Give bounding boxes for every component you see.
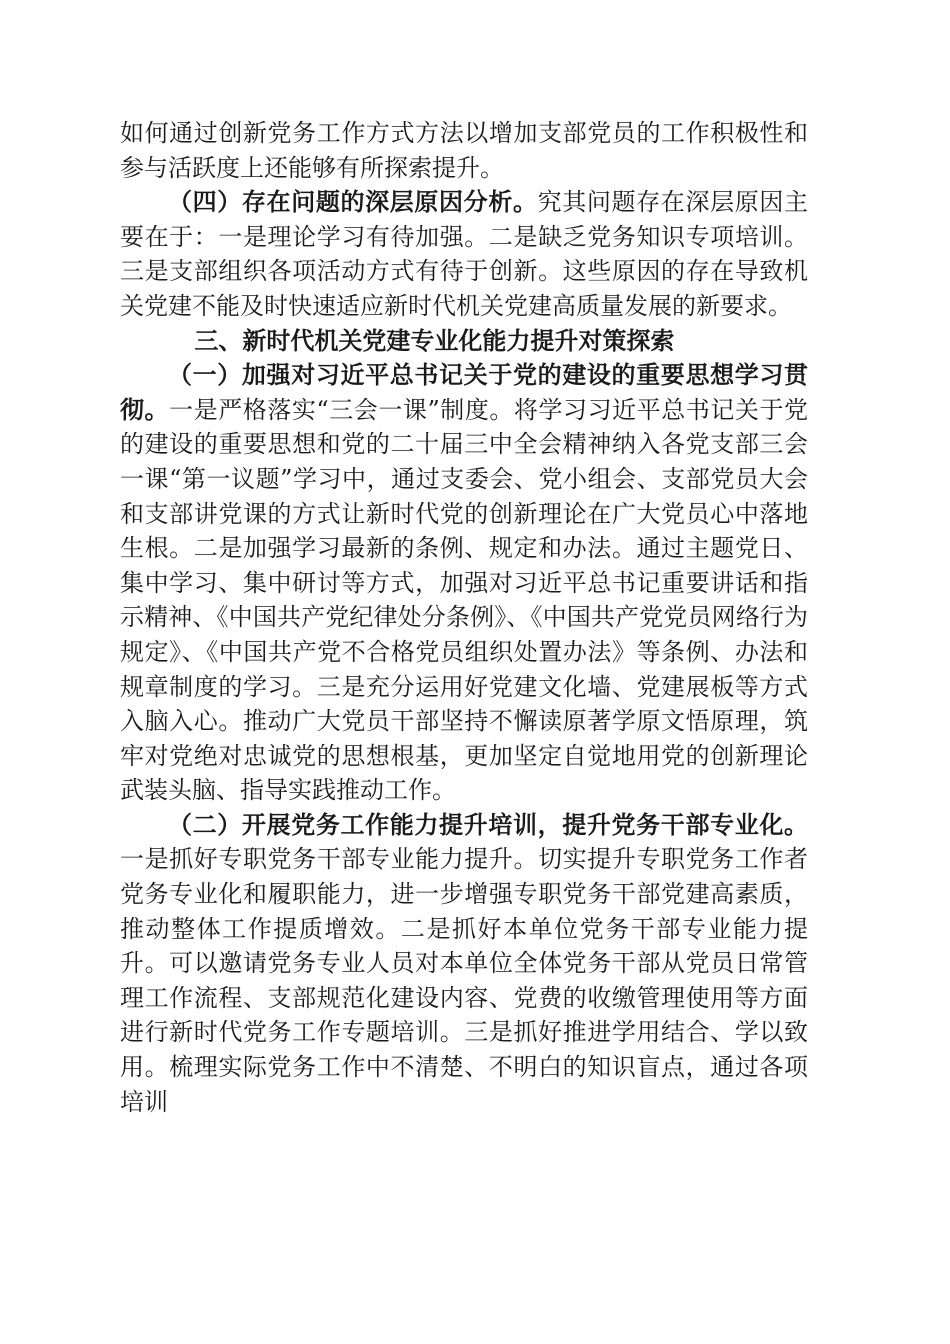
paragraph-root-cause <box>120 185 808 323</box>
paragraph-lead-heading: （四）存在问题的深层原因分析。 <box>168 187 538 217</box>
paragraph-text: 如何通过创新党务工作方式方法以增加支部党员的工作积极性和参与活跃度上还能够有所探索提升。 <box>120 119 808 182</box>
paragraph-study-thought <box>120 358 808 808</box>
document-page <box>120 116 808 1119</box>
paragraph-text: 一是严格落实“三会一课”制度。将学习习近平总书记关于党的建设的重要思想和党的二十届三中全会精神纳入各党支部三会一课“第一议题”学习中，通过支委会、党小组会、支部党员大会和支部讲党课的方式让新时代党的创新理论在广大党员心中落地生根。二是加强学习最新的条例、规定和办法。通过主题党日、集中学习、集中研讨等方式，加强对习近平总书记重要讲话和指示精神、《中国共产党纪律处分条例》、《中国共产党党员网络行为规定》、《中国共产党不合格党员组织处置办法》等条例、办法和规章制度的学习。三是充分运用好党建文化墙、党建展板等方式入脑入心。推动广大党员干部坚持不懈读原著学原文悟原理，筑牢对党绝对忠诚党的思想根基，更加坚定自觉地用党的创新理论武装头脑、指导实践推动工作。 <box>120 395 808 805</box>
paragraph-text: 一是抓好专职党务干部专业能力提升。切实提升专职党务工作者党务专业化和履职能力，进一步增强专职党务干部党建高素质，推动整体工作提质增效。二是抓好本单位党务干部专业能力提升。可以邀请党务专业人员对本单位全体党务干部从党员日常管理工作流程、支部规范化建设内容、党费的收缴管理使用等方面进行新时代党务工作专题培训。三是抓好推进学用结合、学以致用。梳理实际党务工作中不清楚、不明白的知识盲点，通过各项培训 <box>120 845 808 1116</box>
paragraph-lead-heading: （一）加强对习近平总书记关于党的建设的重要思想学习贯彻。 <box>120 360 808 424</box>
paragraph-continuation <box>120 116 808 185</box>
paragraph-text: 究其问题存在深层原因主要在于：一是理论学习有待加强。二是缺乏党务知识专项培训。三是支部组织各项活动方式有待于创新。这些原因的存在导致机关党建不能及时快速适应新时代机关党建高质量发展的新要求。 <box>120 188 809 320</box>
section-heading-three: 三、新时代机关党建专业化能力提升对策探索 <box>194 326 675 355</box>
paragraph-training <box>120 808 808 1119</box>
paragraph-lead-heading: （二）开展党务工作能力提升培训，提升党务干部专业化。 <box>168 809 808 839</box>
